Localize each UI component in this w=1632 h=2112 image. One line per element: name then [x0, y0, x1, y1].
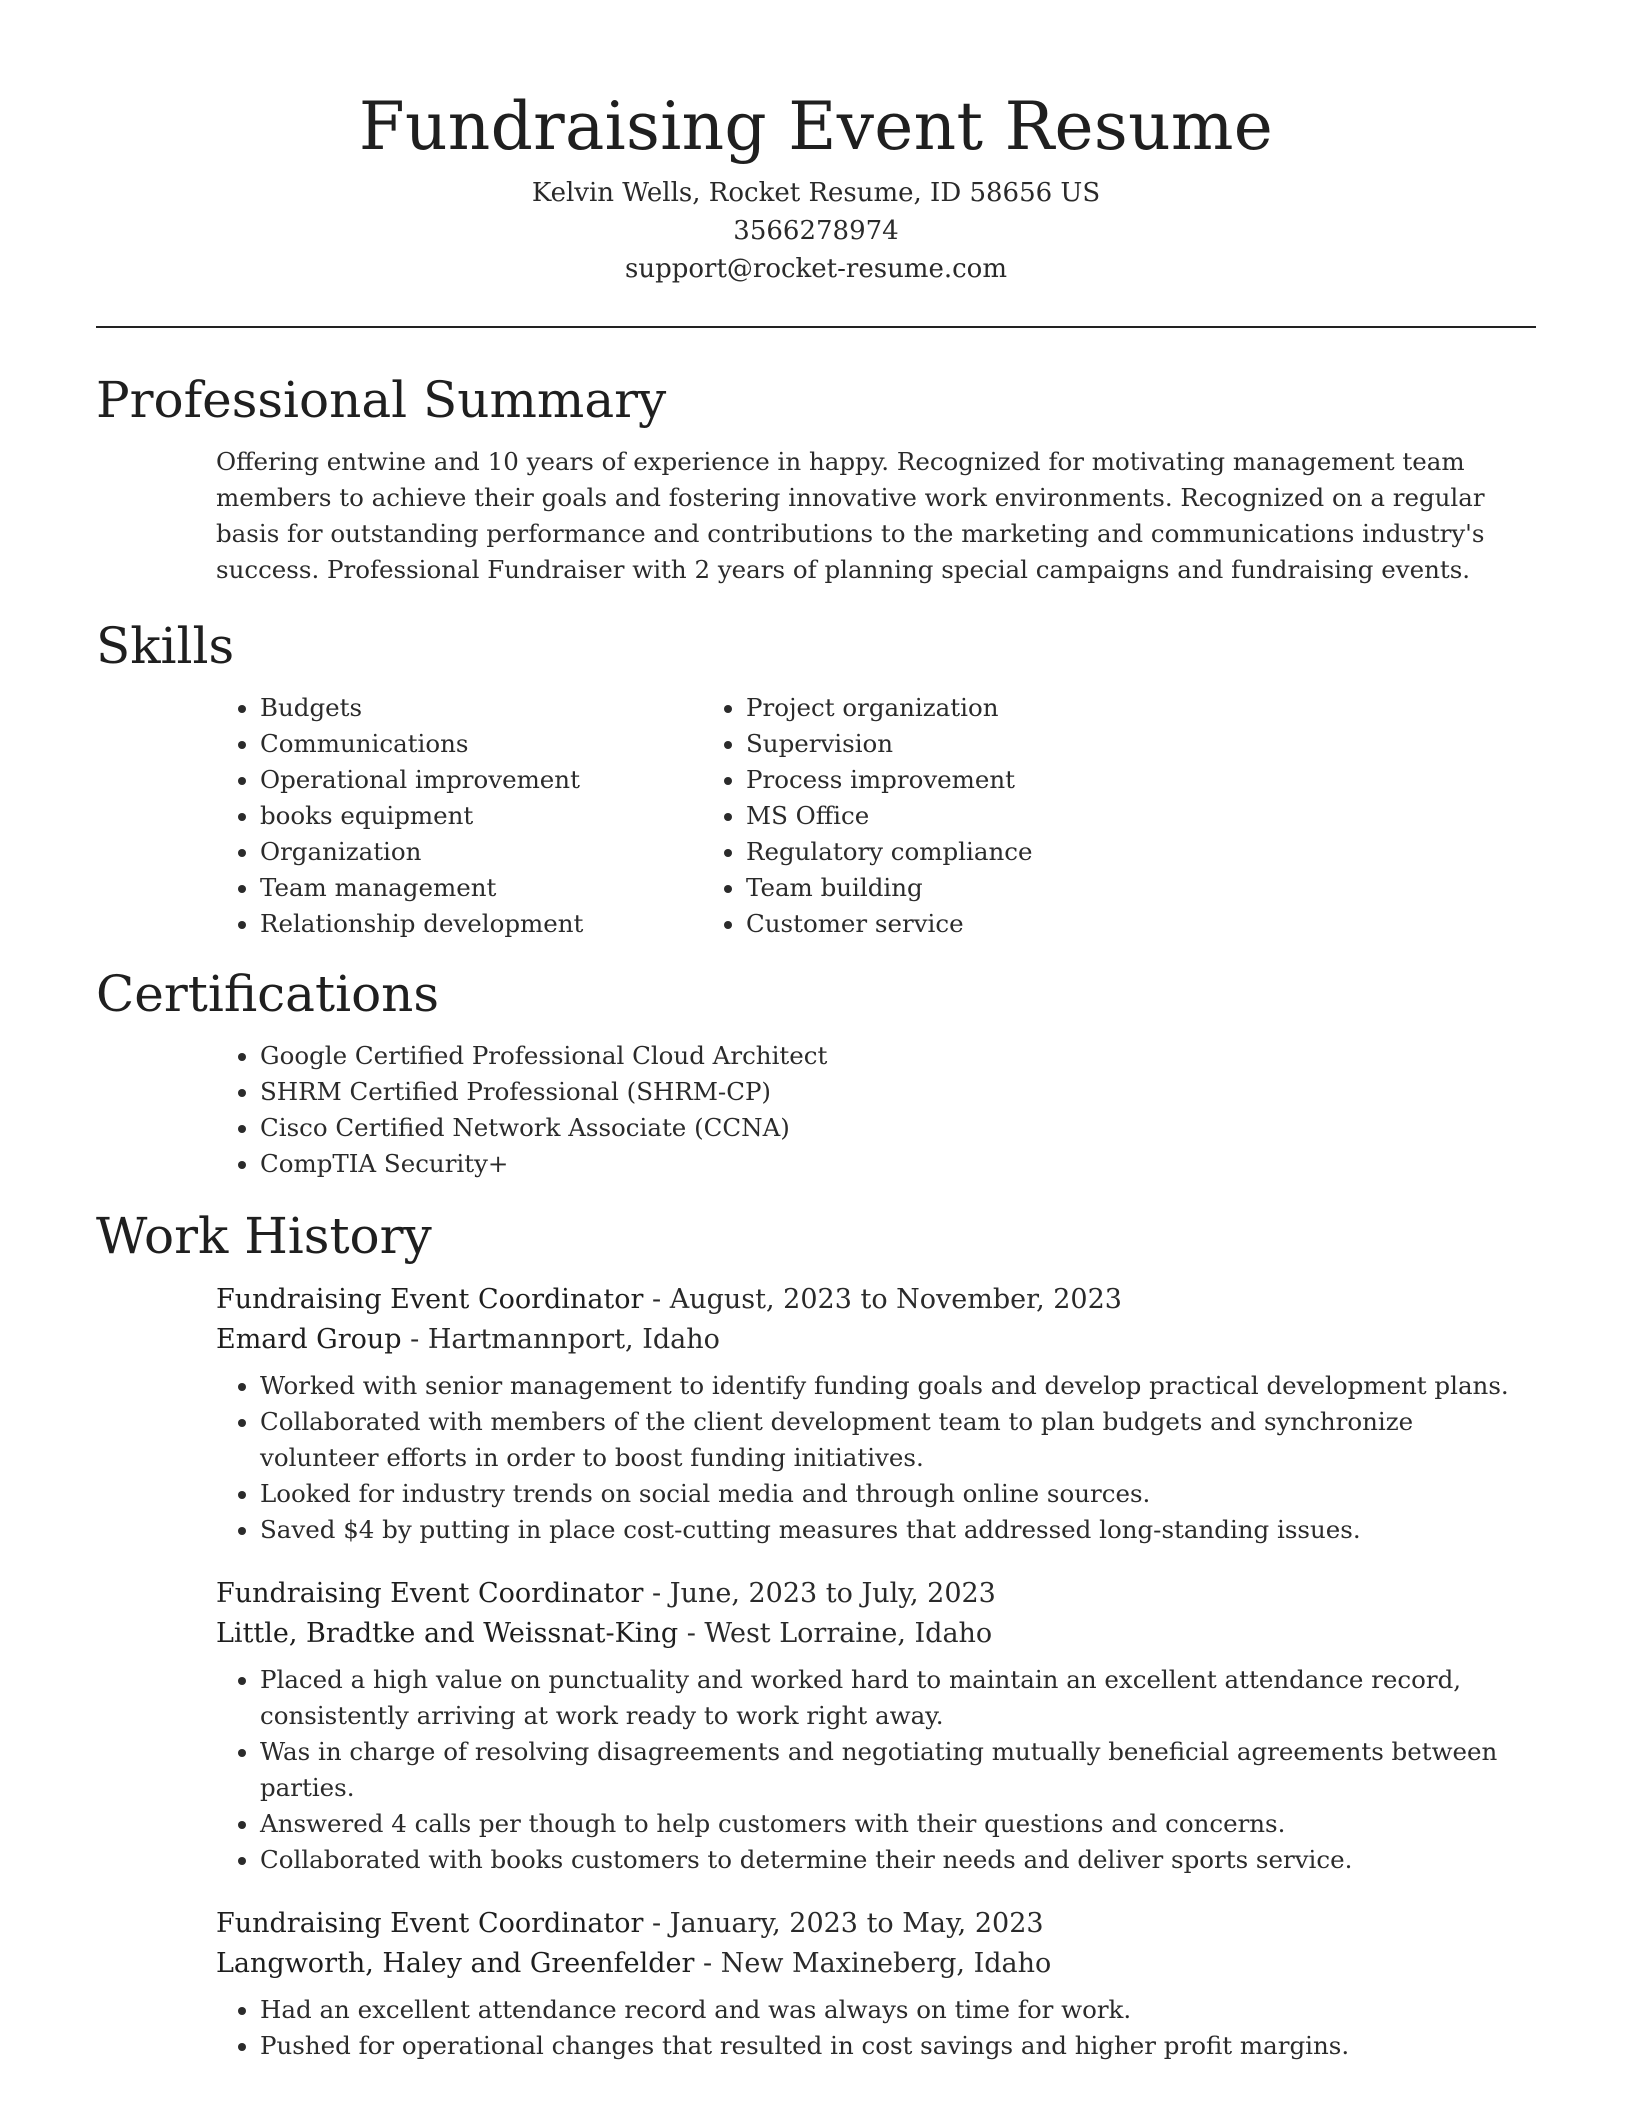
- skill-item: • Budgets: [260, 690, 746, 726]
- resume-page: [96, 0, 1536, 2064]
- work-history-section: [96, 1206, 1536, 2064]
- header-divider: [96, 326, 1536, 328]
- job-company-line: [216, 1614, 1536, 1654]
- skill-item: • Team management: [260, 870, 746, 906]
- company-name: Emard Group: [216, 1324, 402, 1355]
- summary-text: Offering entwine and 10 years of experience in happy. Recognized for motivating management team members to achieve their goals and fostering innovative work environments. Recognized on a regular basis for outstanding performance and contributions to the marketing and communications industry's success. Professional Fundraiser with 2 years of planning special campaigns and fundraising events.: [216, 447, 1485, 584]
- job-title: Fundraising Event Coordinator: [216, 1578, 644, 1609]
- certifications-list: [96, 1038, 1536, 1182]
- job-title: Fundraising Event Coordinator: [216, 1284, 644, 1315]
- skill-item: • Relationship development: [260, 906, 746, 942]
- company-location: - West Lorraine, Idaho: [678, 1618, 993, 1649]
- job-bullets: [216, 1368, 1530, 1548]
- skills-column-left: [96, 690, 746, 942]
- job-bullet: • Had an excellent attendance record and was always on time for work.: [260, 1992, 1530, 2028]
- job-bullet: • Collaborated with members of the client development team to plan budgets and synchronize volunteer efforts in order to boost funding initiatives.: [260, 1404, 1530, 1476]
- job-entry: [216, 1574, 1536, 1878]
- job-bullet: • Saved $4 by putting in place cost-cutting measures that addressed long-standing issues.: [260, 1512, 1530, 1548]
- job-company-line: [216, 1944, 1536, 1984]
- job-company-line: [216, 1320, 1536, 1360]
- skill-item: • Operational improvement: [260, 762, 746, 798]
- contact-block: [96, 174, 1536, 288]
- job-bullet: • Was in charge of resolving disagreements and negotiating mutually beneficial agreements between parties.: [260, 1734, 1530, 1806]
- company-name: Langworth, Haley and Greenfelder: [216, 1948, 695, 1979]
- job-title: Fundraising Event Coordinator: [216, 1908, 644, 1939]
- skill-item: • Supervision: [746, 726, 1386, 762]
- skill-item: • Customer service: [746, 906, 1386, 942]
- job-bullet: • Collaborated with books customers to determine their needs and deliver sports service.: [260, 1842, 1530, 1878]
- job-title-line: [216, 1280, 1536, 1320]
- job-bullet: • Pushed for operational changes that resulted in cost savings and higher profit margins.: [260, 2028, 1530, 2064]
- skill-item: • Regulatory compliance: [746, 834, 1386, 870]
- summary-section: [96, 370, 1536, 588]
- skill-item: • books equipment: [260, 798, 746, 834]
- skill-item: • Communications: [260, 726, 746, 762]
- job-bullet: • Worked with senior management to identify funding goals and develop practical development plans.: [260, 1368, 1530, 1404]
- company-name: Little, Bradtke and Weissnat-King: [216, 1618, 679, 1649]
- contact-address: Kelvin Wells, Rocket Resume, ID 58656 US: [531, 178, 1101, 208]
- skills-heading: Skills: [96, 617, 235, 675]
- certifications-section: [96, 964, 1536, 1182]
- certification-item: • Cisco Certified Network Associate (CCNA): [260, 1110, 1536, 1146]
- certification-item: • SHRM Certified Professional (SHRM-CP): [260, 1074, 1536, 1110]
- skill-item: • Project organization: [746, 690, 1386, 726]
- job-title-line: [216, 1904, 1536, 1944]
- job-bullets: [216, 1992, 1530, 2064]
- work-history-heading: Work History: [96, 1207, 432, 1265]
- skill-item: • Process improvement: [746, 762, 1386, 798]
- job-entry: [216, 1904, 1536, 2064]
- job-dates: - January, 2023 to May, 2023: [643, 1908, 1044, 1939]
- job-bullet: • Answered 4 calls per though to help customers with their questions and concerns.: [260, 1806, 1530, 1842]
- skills-column-right: [746, 690, 1386, 942]
- certification-item: • CompTIA Security+: [260, 1146, 1536, 1182]
- job-bullet: • Placed a high value on punctuality and worked hard to maintain an excellent attendance record, consistently arriving at work ready to work right away.: [260, 1662, 1530, 1734]
- job-entry: [216, 1280, 1536, 1548]
- skill-item: • MS Office: [746, 798, 1386, 834]
- job-dates: - August, 2023 to November, 2023: [643, 1284, 1122, 1315]
- company-location: - Hartmannport, Idaho: [401, 1324, 720, 1355]
- job-bullet: • Looked for industry trends on social media and through online sources.: [260, 1476, 1530, 1512]
- skills-section: [96, 616, 1536, 942]
- summary-heading: Professional Summary: [96, 371, 667, 429]
- certification-item: • Google Certified Professional Cloud Architect: [260, 1038, 1536, 1074]
- contact-email: support@rocket-resume.com: [624, 254, 1007, 284]
- job-title-line: [216, 1574, 1536, 1614]
- job-dates: - June, 2023 to July, 2023: [643, 1578, 996, 1609]
- company-location: - New Maxineberg, Idaho: [694, 1948, 1052, 1979]
- contact-phone: 3566278974: [733, 216, 899, 246]
- resume-title: Fundraising Event Resume: [358, 88, 1274, 165]
- skill-item: • Organization: [260, 834, 746, 870]
- job-bullets: [216, 1662, 1530, 1878]
- resume-header: [96, 0, 1536, 288]
- skills-grid: [96, 690, 1536, 942]
- certifications-heading: Certifications: [96, 965, 440, 1023]
- skill-item: • Team building: [746, 870, 1386, 906]
